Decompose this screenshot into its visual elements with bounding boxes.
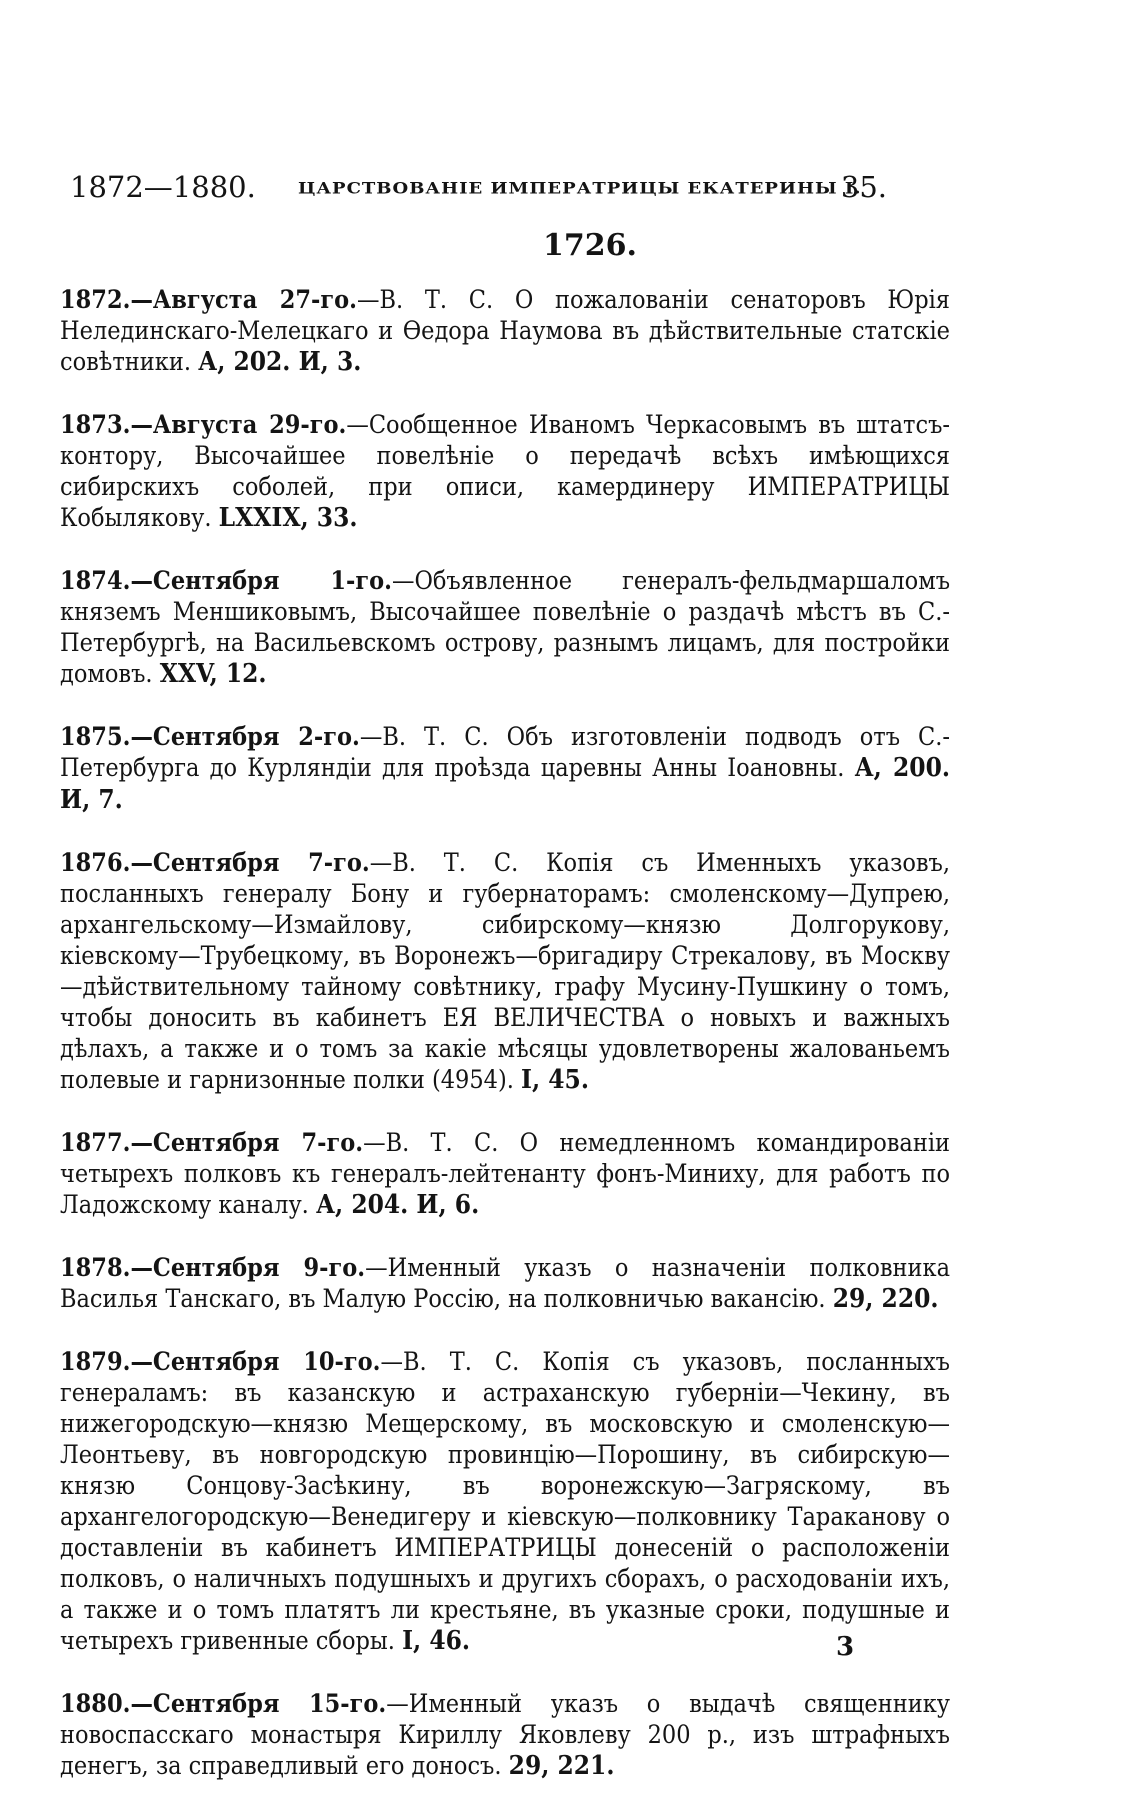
entry: [60, 1127, 950, 1221]
entry-text: —В. Т. С. Объ изготовленіи подводъ отъ С.-Петербурга до Курляндіи для проѣзда царевны Анны Іоановны.: [60, 722, 951, 782]
entry-date: —Сентября 10-го.: [130, 1347, 381, 1376]
entry-refs: А, 200. И, 7.: [60, 753, 950, 815]
running-title: ЦАРСТВОВАНІЕ ИМПЕРАТРИЦЫ ЕКАТЕРИНЫ I.: [298, 179, 862, 198]
signature-mark: 3: [836, 1632, 855, 1662]
entry-date: —Августа 29-го.: [130, 410, 347, 439]
entry-number: 1877.: [60, 1128, 131, 1157]
entry: [60, 1346, 950, 1657]
entry: [60, 284, 950, 378]
entry-text: —В. Т. С. Копія съ указовъ, посланныхъ генераламъ: въ казанскую и астраханскую губерніи—Чекину, въ нижегородскую—князю Мещерскому, въ московскую и смоленскую—Леонтьеву, въ новгородскую провинцію—Порошину, въ сибирскую—князю Сонцову-Засѣкину, въ воронежскую—Загряскому, въ архангелогородскую—Венедигеру и кіевскую—полковнику Тараканову о доставленіи въ кабинетъ ИМПЕРАТРИЦЫ донесеній о расположеніи полковъ, о наличныхъ подушныхъ и другихъ сборахъ, о расходованіи ихъ, а также и о томъ платятъ ли крестьяне, въ указные сроки, подушные и четырехъ гривенные сборы.: [60, 1347, 950, 1655]
entry-number: 1878.: [60, 1253, 131, 1282]
entry: [60, 721, 950, 816]
entry-refs: А, 202. И, 3.: [198, 347, 362, 377]
page-number: 35.: [840, 170, 887, 204]
entry-text: —Именный указъ о выдачѣ священнику новоспасскаго монастыря Кириллу Яковлеву 200 р., изъ штрафныхъ денегъ, за справедливый его доносъ.: [60, 1689, 950, 1780]
entry-date: —Сентября 7-го.: [130, 1128, 364, 1157]
entry: [60, 1252, 950, 1315]
entry-number: 1872.: [60, 285, 131, 314]
entry-text: —Объявленное генералъ-фельдмаршаломъ княземъ Меншиковымъ, Высочайшее повелѣніе о раздачѣ мѣстъ въ С.-Петербургѣ, на Васильевскомъ острову, разнымъ лицамъ, для постройки домовъ.: [60, 566, 950, 688]
entry-refs: 29, 221.: [508, 1751, 615, 1781]
entry-number: 1876.: [60, 848, 131, 877]
entry-number: 1879.: [60, 1347, 131, 1376]
entry-number: 1874.: [60, 566, 131, 595]
entry-date: —Сентября 2-го.: [130, 722, 360, 751]
running-header: [70, 170, 887, 210]
entry-number: 1880.: [60, 1689, 131, 1718]
entry-refs: I, 46.: [402, 1626, 471, 1656]
entry-text: —В. Т. С. О пожалованіи сенаторовъ Юрія Нелединскаго-Мелецкаго и Ѳедора Наумова въ дѣйствительные статскіе совѣтники.: [60, 285, 950, 376]
entry-date: —Сентября 15-го.: [130, 1689, 387, 1718]
entry-refs: 29, 220.: [832, 1284, 939, 1314]
entry-text: —Именный указъ о назначеніи полковника Василья Танскаго, въ Малую Россію, на полковничью вакансію.: [60, 1253, 950, 1313]
entry: [60, 409, 950, 534]
entry-text: —В. Т. С. Копія съ Именныхъ указовъ, посланныхъ генералу Бону и губернаторамъ: смоленскому—Дупрею, архангельскому—Измайлову, сибирскому—князю Долгорукову, кіевскому—Трубецкому, въ Воронежъ—бригадиру Стрекалову, въ Москву—дѣйствительному тайному совѣтнику, графу Мусину-Пушкину о томъ, чтобы доносить въ кабинетъ ЕЯ ВЕЛИЧЕСТВА о новыхъ и важныхъ дѣлахъ, а также и о томъ за какіе мѣсяцы удовлетворены жалованьемъ полевые и гарнизонные полки (4954).: [60, 848, 950, 1094]
entry: [60, 847, 950, 1096]
entry-date: —Сентября 7-го.: [130, 848, 370, 877]
entry-range: 1872—1880.: [70, 170, 256, 204]
entry-refs: I, 45.: [521, 1065, 589, 1095]
entry-refs: XXV, 12.: [159, 659, 267, 689]
entry-number: 1873.: [60, 410, 131, 439]
entry-text: —В. Т. С. О немедленномъ командированіи четырехъ полковъ къ генералъ-лейтенанту фонъ-Миниху, для работъ по Ладожскому каналу.: [60, 1128, 950, 1219]
entry-refs: LXXIX, 33.: [218, 503, 358, 533]
year-heading: 1726.: [543, 228, 637, 263]
entry: [60, 1688, 950, 1782]
entries-list: [60, 284, 950, 1813]
entry-number: 1875.: [60, 722, 131, 751]
entry-refs: А, 204. И, 6.: [315, 1190, 480, 1220]
entry: [60, 565, 950, 690]
entry-text: —Сообщенное Иваномъ Черкасовымъ въ штатсъ-контору, Высочайшее повелѣніе о передачѣ всѣхъ имѣющихся сибирскихъ соболей, при описи, камердинеру ИМПЕРАТРИЦЫ Кобылякову.: [60, 410, 950, 532]
entry-date: —Сентября 1-го.: [130, 566, 392, 595]
entry-date: —Сентября 9-го.: [130, 1253, 366, 1282]
entry-date: —Августа 27-го.: [130, 285, 357, 314]
